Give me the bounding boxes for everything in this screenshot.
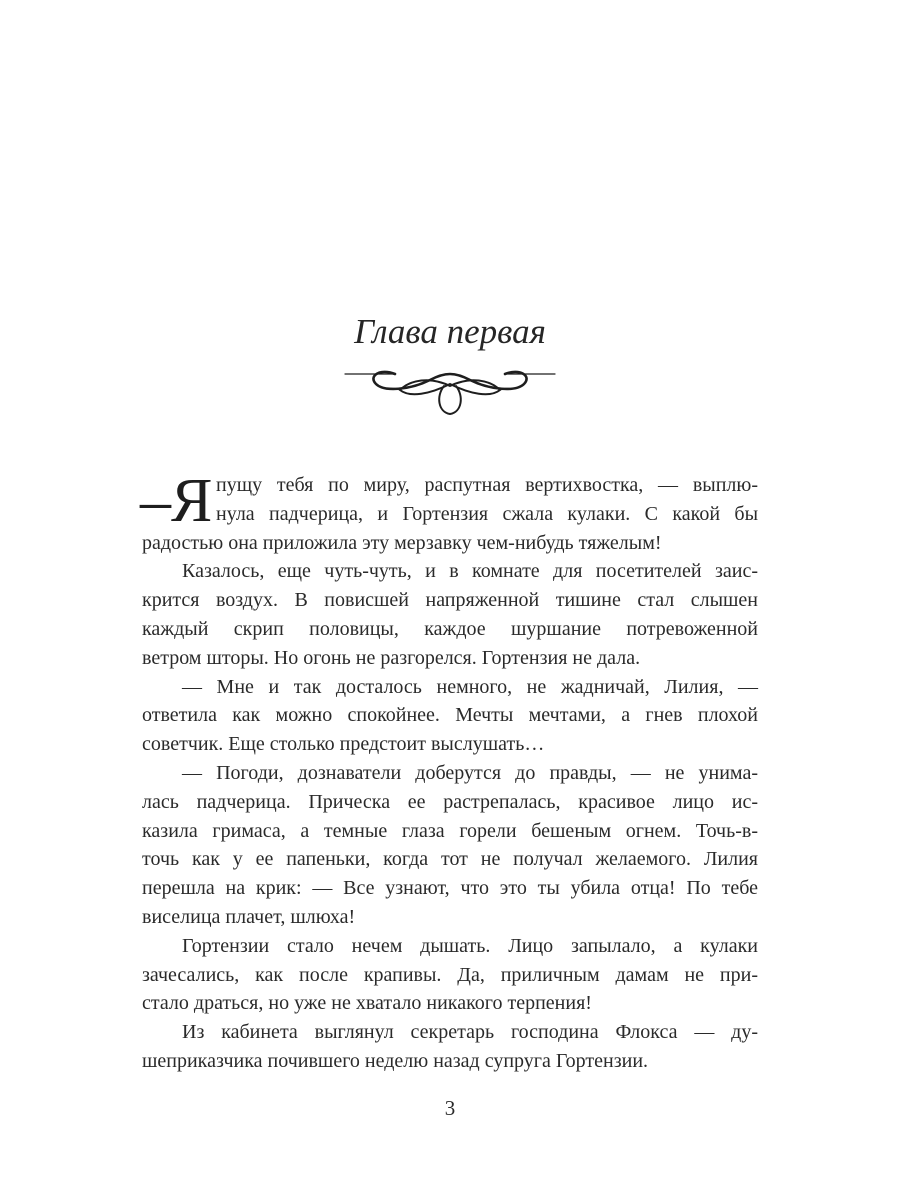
text-line: пущу тебя по миру, распутная вертихвостка, — выплю- [216,474,758,496]
text-line: нула падчерица, и Гортензия сжала кулаки. С какой бы [216,502,758,525]
text-line: Гортензии стало нечем дышать. Лицо запылало, а кулаки [182,934,758,957]
text-line: Казалось, еще чуть-чуть, и в комнате для посетителей заис- [182,560,758,583]
text-line: радостью она приложила эту мерзавку чем-нибудь тяжелым! [142,531,662,554]
text-line: зачесались, как после крапивы. Да, приличным дамам не при- [142,963,758,986]
chapter-text [140,467,758,1076]
text-line: лась падчерица. Прическа ее растрепалась, красивое лицо ис- [142,790,758,813]
text-line: каждый скрип половицы, каждое шуршание потревоженной [142,617,758,640]
drop-cap: –Я [140,467,213,535]
text-line: шеприказчика почившего неделю назад супруга Гортензии. [142,1049,649,1072]
text-line: ответила как можно спокойнее. Мечты мечтами, а гнев плохой [142,704,758,727]
text-line: Из кабинета выглянул секретарь господина Флокса — ду- [182,1021,758,1044]
text-line: перешла на крик: — Все узнают, что это ты убила отца! По тебе [142,877,758,900]
text-line: — Погоди, дознаватели доберутся до правды, — не унима- [182,761,758,784]
text-line: стало драться, но уже не хватало никакого терпения! [142,992,592,1015]
ornament-flourish-icon [340,362,560,422]
text-line: советчик. Еще столько предстоит выслушать… [142,733,545,756]
page-number: 3 [444,1096,456,1120]
text-line: виселица плачет, шлюха! [142,905,356,928]
text-line: крится воздух. В повисшей напряженной тишине стал слышен [142,589,758,612]
text-line: ветром шторы. Но огонь не разгорелся. Гортензия не дала. [142,646,641,669]
text-line: точь как у ее папеньки, когда тот не получал желаемого. Лилия [142,848,758,871]
text-line: — Мне и так досталось немного, не жадничай, Лилия, — [182,675,758,698]
chapter-title: Глава первая [354,312,546,351]
text-line: казила гримаса, а темные глаза горели бешеным огнем. Точь-в- [142,819,758,842]
